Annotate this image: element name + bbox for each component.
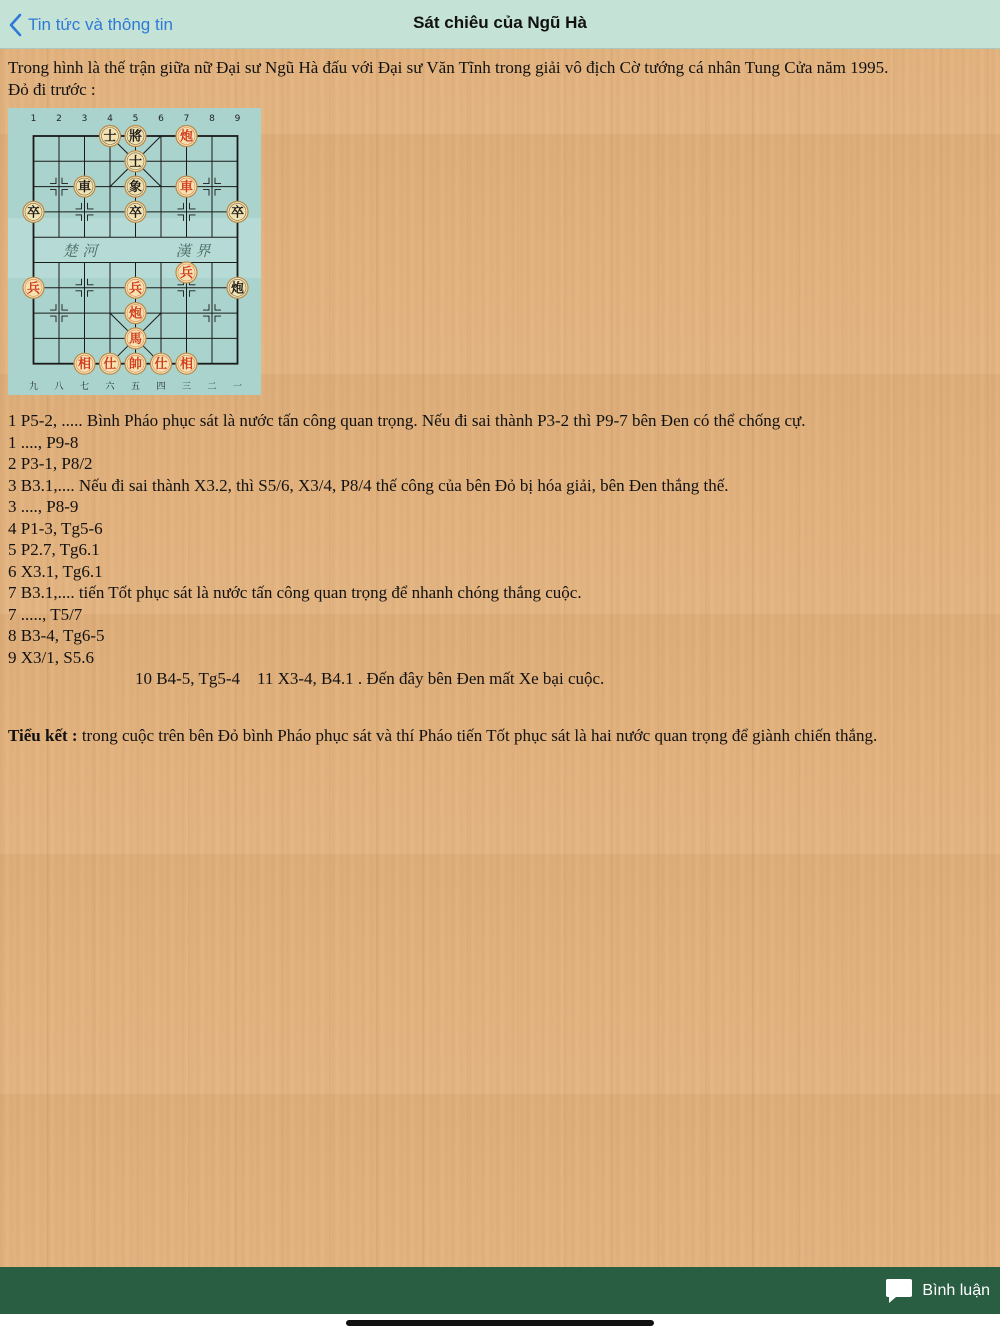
xiangqi-board-image	[8, 108, 261, 395]
piece-label: 相	[179, 357, 194, 373]
nav-bar	[0, 0, 1000, 49]
move-line: 4 P1-3, Tg5-6	[8, 518, 103, 538]
piece-label: 士	[103, 129, 117, 145]
chevron-left-icon	[8, 13, 24, 37]
comment-label: Bình luận	[922, 1282, 990, 1299]
article-content	[8, 57, 992, 746]
summary	[8, 725, 992, 747]
river-text-left: 楚 河	[62, 241, 98, 260]
move-line: 1 ...., P9-8	[8, 432, 79, 452]
move-line: 3 ...., P8-9	[8, 497, 79, 516]
file-label-bottom: 一	[232, 382, 243, 392]
piece-label: 炮	[179, 129, 194, 145]
file-label-bottom: 三	[181, 382, 192, 392]
chat-bubble-icon	[884, 1276, 914, 1306]
move-line: 2 P3-1, P8/2	[8, 454, 93, 473]
move-line: 9 X3/1, S5.6	[8, 647, 94, 667]
file-label-bottom: 七	[79, 382, 90, 392]
piece-label: 帥	[128, 357, 143, 373]
summary-label: Tiểu kết :	[8, 725, 78, 745]
home-indicator	[346, 1320, 654, 1326]
file-label-top: 7	[183, 114, 190, 124]
piece-label: 炮	[128, 306, 143, 322]
file-label-top: 3	[81, 114, 88, 124]
move-list	[8, 410, 992, 690]
move-line: 5 P2.7, Tg6.1	[8, 540, 100, 559]
xiangqi-board	[8, 108, 261, 395]
comment-button[interactable]	[884, 1275, 990, 1307]
summary-text: trong cuộc trên bên Đỏ bình Pháo phục sát và thí Pháo tiến Tốt phục sát là hai nước quan trọng để giành chiến thắng.	[77, 725, 878, 745]
file-label-top: 6	[158, 114, 164, 124]
piece-label: 仕	[103, 357, 117, 373]
piece-label: 兵	[179, 266, 194, 281]
file-label-bottom: 六	[105, 382, 115, 392]
file-label-bottom: 八	[54, 382, 64, 392]
file-label-bottom: 二	[207, 382, 217, 392]
piece-label: 士	[128, 154, 143, 170]
piece-label: 相	[77, 357, 92, 373]
move-line: 6 X3.1, Tg6.1	[8, 561, 103, 581]
file-label-bottom: 四	[156, 382, 166, 392]
move-line: 7 B3.1,.... tiến Tốt phục sát là nước tấn công quan trọng để nhanh chóng thắng cuộc.	[8, 583, 582, 602]
piece-label: 將	[128, 129, 143, 145]
piece-label: 兵	[26, 281, 41, 297]
board-river-band	[8, 218, 261, 278]
move-line: 7 ....., T5/7	[8, 604, 83, 624]
file-label-top: 4	[107, 114, 113, 124]
intro-line-2: Đỏ đi trước :	[8, 79, 96, 99]
file-label-bottom: 九	[28, 382, 39, 392]
piece-label: 兵	[128, 281, 143, 297]
file-label-top: 5	[132, 114, 139, 124]
file-label-top: 1	[30, 114, 37, 124]
piece-label: 車	[77, 180, 92, 196]
piece-label: 卒	[128, 205, 143, 221]
piece-label: 仕	[154, 357, 168, 373]
back-button[interactable]	[8, 10, 173, 40]
bottom-bar	[0, 1267, 1000, 1314]
move-line: 3 B3.1,.... Nếu đi sai thành X3.2, thì S5/6, X3/4, P8/4 thế công của bên Đỏ bị hóa giải, bên Đen thắng thế.	[8, 475, 729, 495]
file-label-top: 9	[234, 114, 241, 124]
piece-label: 車	[179, 180, 194, 196]
file-label-top: 8	[209, 114, 215, 124]
river-text-right: 漢 界	[175, 241, 211, 260]
piece-label: 炮	[230, 281, 245, 297]
move-line: 8 B3-4, Tg6-5	[8, 626, 105, 645]
move-line: 1 P5-2, ..... Bình Pháo phục sát là nước tấn công quan trọng. Nếu đi sai thành P3-2 thì P9-7 bên Đen có thể chống cự.	[8, 411, 806, 430]
piece-label: 卒	[26, 205, 41, 221]
file-label-bottom: 五	[130, 382, 141, 392]
intro-line-1: Trong hình là thế trận giữa nữ Đại sư Ngũ Hà đấu với Đại sư Văn Tĩnh trong giải vô địch Cờ tướng cá nhân Tung Cửa năm 1995.	[8, 58, 889, 77]
piece-label: 卒	[230, 205, 245, 221]
file-label-top: 2	[56, 114, 62, 124]
page-title: Sát chiêu của Ngũ Hà	[413, 13, 587, 32]
move-line-final: 10 B4-5, Tg5-4 11 X3-4, B4.1 . Đến đây bên Đen mất Xe bại cuộc.	[135, 669, 605, 688]
back-label: Tin tức và thông tin	[28, 15, 173, 34]
piece-label: 馬	[128, 331, 143, 347]
piece-label: 象	[128, 180, 143, 196]
